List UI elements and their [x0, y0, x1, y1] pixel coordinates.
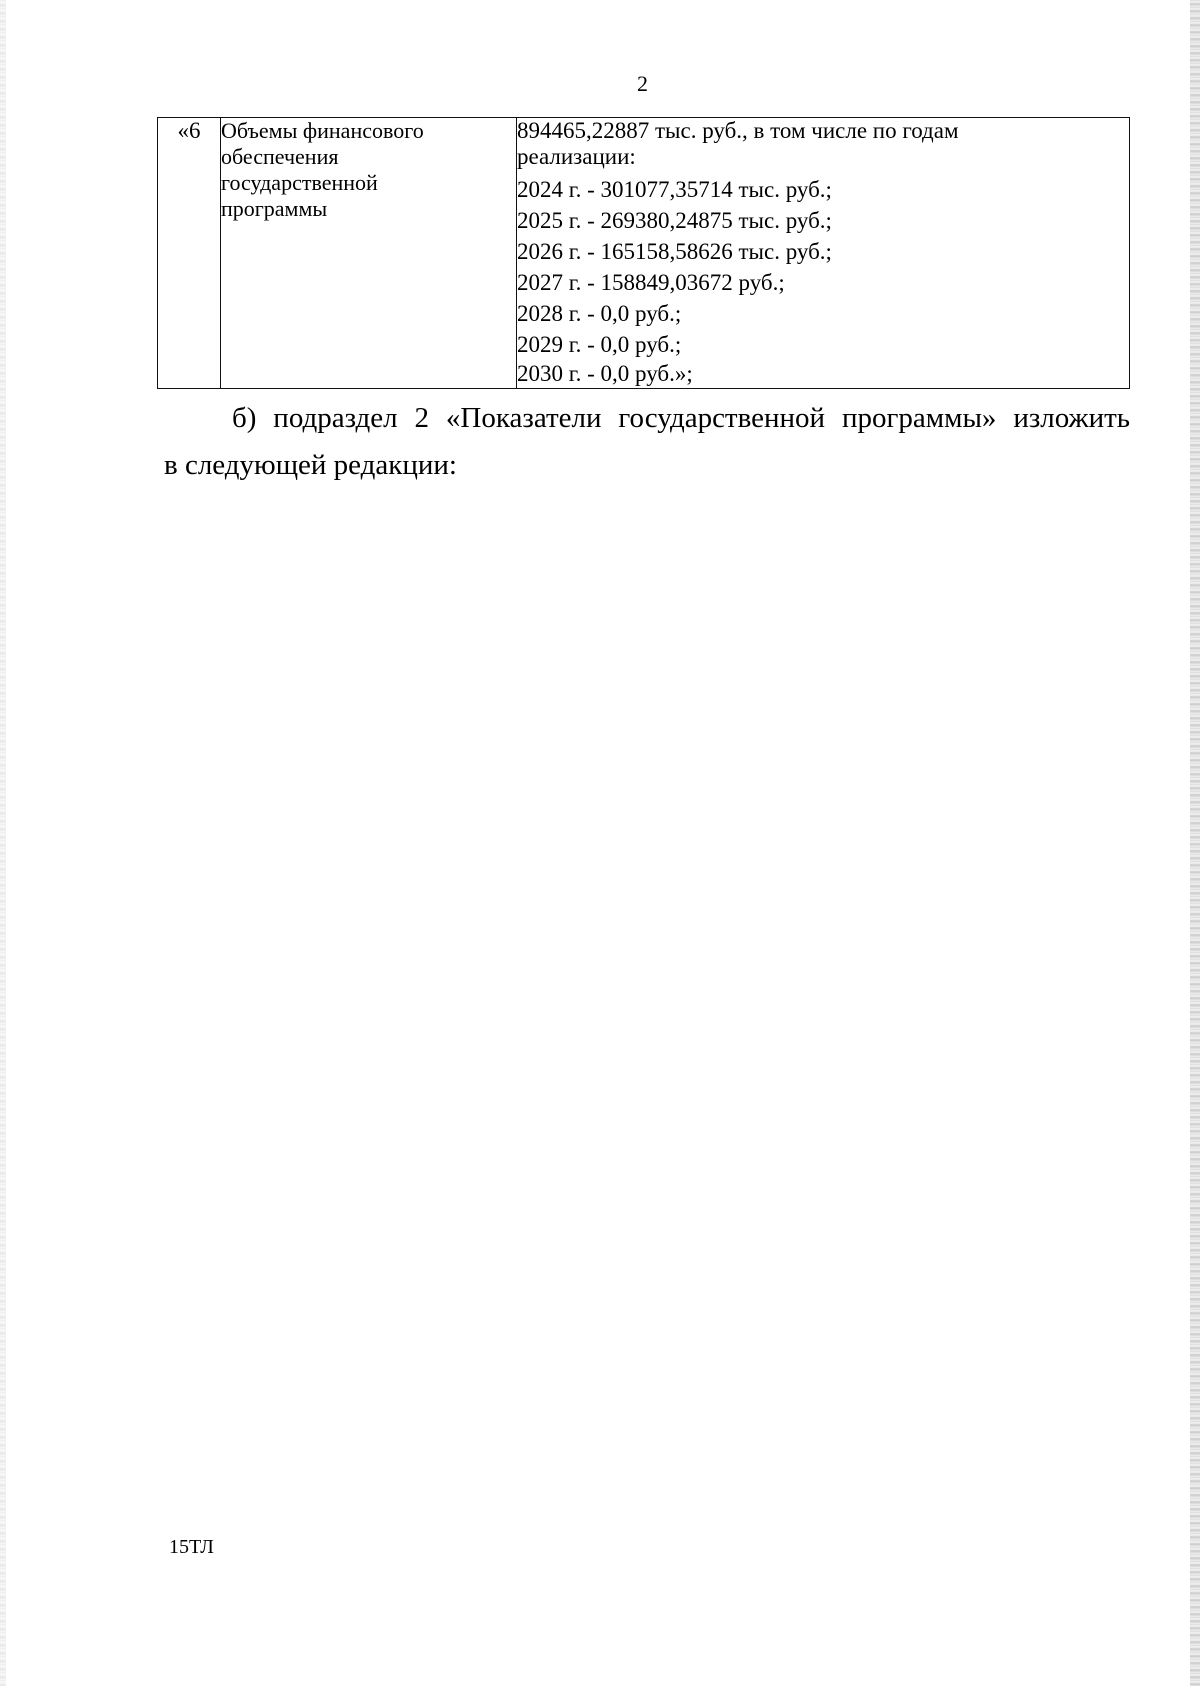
year-2030-line: 2030 г. - 0,0 руб.»; — [517, 361, 693, 386]
scan-edge-left — [0, 0, 6, 1686]
value-intro — [517, 118, 1129, 170]
row-name-line: обеспечения — [221, 144, 339, 169]
year-2029-line: 2029 г. - 0,0 руб.; — [517, 332, 682, 357]
row-name-line: Объемы финансового — [221, 118, 424, 143]
row-number: «6 — [177, 118, 201, 143]
year-2027-line: 2027 г. - 158849,03672 руб.; — [517, 270, 785, 295]
year-2026-line: 2026 г. - 165158,58626 тыс. руб.; — [517, 239, 832, 264]
footer-code: 15ТЛ — [169, 1536, 214, 1558]
row-name-line: программы — [221, 196, 328, 221]
page-number: 2 — [637, 71, 648, 96]
value-intro-line: реализации: — [517, 144, 636, 169]
row-number-cell — [158, 118, 221, 389]
row-name-line: государственной — [221, 170, 378, 195]
body-paragraph-1: б) подраздел 2 «Показатели государственной программы» изложить — [232, 402, 1130, 434]
financing-table — [157, 117, 1130, 389]
value-intro-line: 894465,22887 тыс. руб., в том числе по годам — [517, 118, 959, 143]
scan-edge-right — [1190, 0, 1200, 1686]
year-2025-line: 2025 г. - 269380,24875 тыс. руб.; — [517, 208, 832, 233]
year-2028-line: 2028 г. - 0,0 руб.; — [517, 301, 682, 326]
year-2024-line: 2024 г. - 301077,35714 тыс. руб.; — [517, 177, 832, 202]
row-name-cell — [221, 118, 517, 389]
table-row — [158, 118, 1130, 389]
body-paragraph-2: в следующей редакции: — [164, 449, 457, 481]
row-value-cell — [517, 118, 1130, 389]
